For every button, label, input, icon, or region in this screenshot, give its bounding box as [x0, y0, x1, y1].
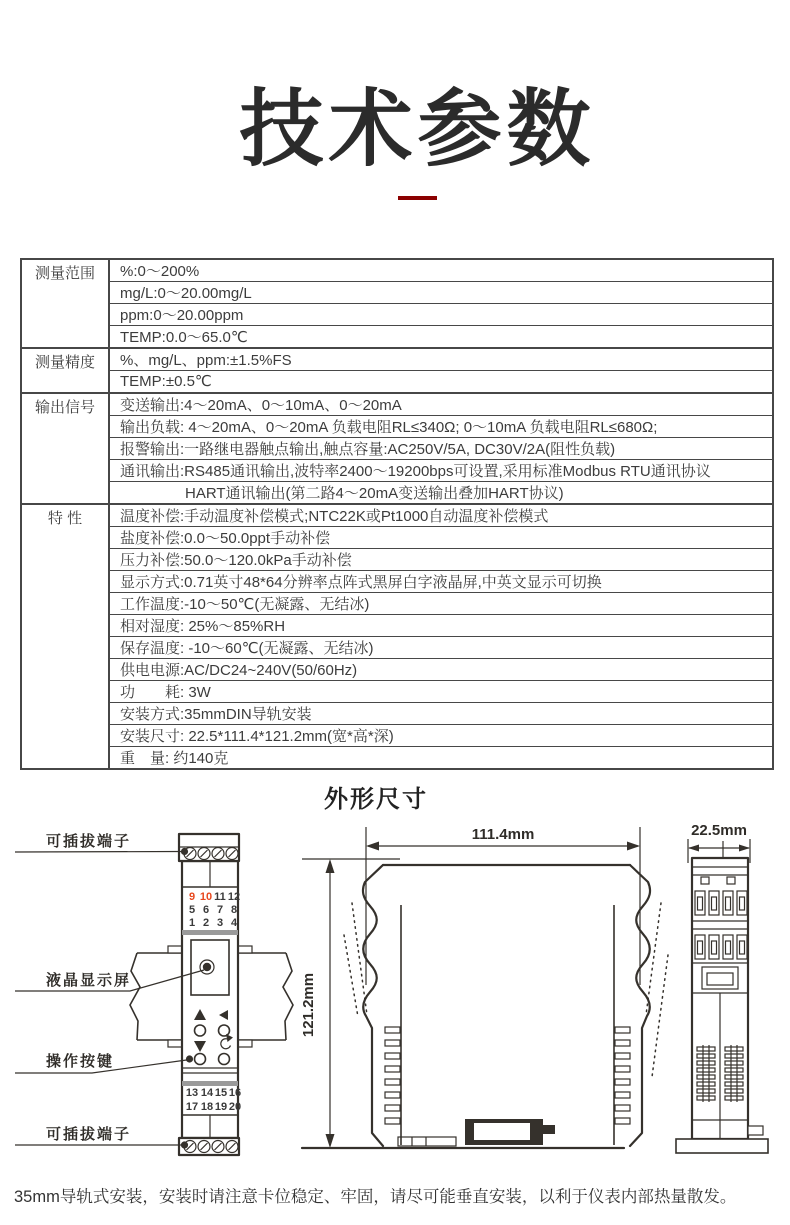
terminal-number: 8	[230, 904, 238, 916]
callout-dot-bottom-terminal	[181, 1141, 188, 1148]
spec-value: 报警输出:一路继电器触点输出,触点容量:AC250V/5A, DC30V/2A(阻性负载)	[109, 437, 773, 459]
spec-row	[21, 526, 773, 548]
spec-group-label: 测量范围	[21, 259, 109, 348]
front-view-callouts	[15, 832, 204, 1145]
callout-label-top-terminal: 可插拔端子	[46, 833, 132, 850]
button-up	[195, 1025, 206, 1036]
depth-dim-label: 22.5mm	[691, 822, 747, 839]
button-down	[195, 1054, 206, 1065]
spec-row	[21, 702, 773, 724]
spec-group-label: 测量精度	[21, 348, 109, 393]
terminal-number: 14	[200, 1087, 214, 1099]
end-view-module	[676, 858, 768, 1153]
spec-value: 功 耗: 3W	[109, 680, 773, 702]
width-dim-label: 111.4mm	[471, 826, 535, 843]
terminal-number: 15	[214, 1087, 228, 1099]
spec-value: %、mg/L、ppm:±1.5%FS	[109, 348, 773, 371]
terminal-number-red: 9	[188, 891, 196, 903]
terminal-number: 11	[214, 891, 226, 903]
callout-label-buttons: 操作按键	[46, 1053, 115, 1070]
callout-label-bottom-terminal: 可插拔端子	[46, 1126, 132, 1143]
terminal-number: 16	[228, 1087, 242, 1099]
spec-row	[21, 326, 773, 349]
terminal-number: 13	[185, 1087, 199, 1099]
spec-row	[21, 259, 773, 282]
spec-row	[21, 459, 773, 481]
callout-dot-lcd	[203, 963, 211, 971]
terminal-number: 6	[202, 904, 210, 916]
page-title: 技术参数	[239, 82, 596, 176]
terminal-number: 17	[185, 1101, 199, 1113]
spec-row	[21, 415, 773, 437]
spec-row	[21, 680, 773, 702]
spec-value: 显示方式:0.71英寸48*64分辨率点阵式黑屏白字液晶屏,中英文显示可切换	[109, 570, 773, 592]
height-dim-label: 121.2mm	[300, 972, 317, 1038]
terminal-number: 12	[227, 891, 241, 903]
spec-value: 安装尺寸: 22.5*111.4*121.2mm(宽*高*深)	[109, 724, 773, 746]
callout-dot-top-terminal	[181, 848, 188, 855]
spec-row	[21, 746, 773, 769]
spec-value: mg/L:0～20.00mg/L	[109, 282, 773, 304]
side-view-drawing	[300, 826, 668, 1148]
spec-table	[20, 258, 774, 770]
terminal-number: 2	[202, 917, 210, 929]
spec-row	[21, 437, 773, 459]
spec-row	[21, 658, 773, 680]
terminal-number-red: 10	[199, 891, 213, 903]
spec-row	[21, 636, 773, 658]
spec-value: 相对湿度: 25%～85%RH	[109, 614, 773, 636]
bottom-terminal-block	[179, 1138, 239, 1155]
terminal-number: 7	[216, 904, 224, 916]
spec-row	[21, 504, 773, 527]
terminal-number: 1	[188, 917, 196, 929]
spec-value: 温度补偿:手动温度补偿模式;NTC22K或Pt1000自动温度补偿模式	[109, 504, 773, 527]
spec-row	[21, 614, 773, 636]
spec-value: 保存温度: -10～60℃(无凝露、无结冰)	[109, 636, 773, 658]
spec-row	[21, 724, 773, 746]
spec-row	[21, 348, 773, 371]
terminal-number: 18	[200, 1101, 214, 1113]
spec-value: 变送输出:4～20mA、0～10mA、0～20mA	[109, 393, 773, 416]
spec-value: 重 量: 约140克	[109, 746, 773, 769]
end-view-drawing	[676, 822, 768, 1153]
dimension-drawings	[0, 815, 790, 1175]
spec-row	[21, 570, 773, 592]
spec-row	[21, 304, 773, 326]
spec-value: 供电电源:AC/DC24~240V(50/60Hz)	[109, 658, 773, 680]
terminal-number: 3	[216, 917, 224, 929]
spec-row	[21, 282, 773, 304]
spec-value: 盐度补偿:0.0～50.0ppt手动补偿	[109, 526, 773, 548]
spec-value: 安装方式:35mmDIN导轨安装	[109, 702, 773, 724]
spec-value: %:0～200%	[109, 259, 773, 282]
dimensions-section-title: 外形尺寸	[324, 786, 428, 813]
terminal-number: 4	[230, 917, 238, 929]
spec-value: HART通讯输出(第二路4～20mA变送输出叠加HART协议)	[109, 481, 773, 504]
top-terminal-block	[179, 834, 239, 861]
spec-group-label: 特 性	[21, 504, 109, 769]
width-dimension	[366, 826, 640, 985]
footer-note: 35mm导轨式安装，安装时请注意卡位稳定、牢固，请尽可能垂直安装，以利于仪表内部热量散发。	[14, 1188, 737, 1206]
dimension-drawings-svg	[0, 815, 790, 1175]
spec-value: 通讯输出:RS485通讯输出,波特率2400～19200bps可设置,采用标准Modbus RTU通讯协议	[109, 459, 773, 481]
spec-value: TEMP:±0.5℃	[109, 371, 773, 393]
spec-row	[21, 371, 773, 393]
lcd-screen	[191, 940, 229, 995]
spec-row	[21, 393, 773, 416]
spec-value: 压力补偿:50.0～120.0kPa手动补偿	[109, 548, 773, 570]
button-enter	[219, 1054, 230, 1065]
spec-value: 工作温度:-10～50℃(无凝露、无结冰)	[109, 592, 773, 614]
callout-label-lcd: 液晶显示屏	[46, 972, 132, 989]
spec-table-body	[21, 259, 773, 769]
terminal-number: 19	[214, 1101, 228, 1113]
title-accent-dash	[398, 196, 437, 200]
module-profile	[302, 865, 668, 1148]
callout-dot-buttons	[186, 1055, 193, 1062]
button-left	[219, 1025, 230, 1036]
spec-value: 输出负载: 4～20mA、0～20mA 负载电阻RL≤340Ω; 0～10mA 负载电阻RL≤680Ω;	[109, 415, 773, 437]
spec-value: TEMP:0.0～65.0℃	[109, 326, 773, 349]
terminal-number: 5	[188, 904, 196, 916]
din-clip	[465, 1119, 555, 1145]
spec-row	[21, 548, 773, 570]
terminal-number: 20	[228, 1101, 242, 1113]
front-view-drawing	[15, 832, 293, 1155]
spec-value: ppm:0～20.00ppm	[109, 304, 773, 326]
spec-row	[21, 481, 773, 504]
spec-group-label: 输出信号	[21, 393, 109, 504]
spec-row	[21, 592, 773, 614]
